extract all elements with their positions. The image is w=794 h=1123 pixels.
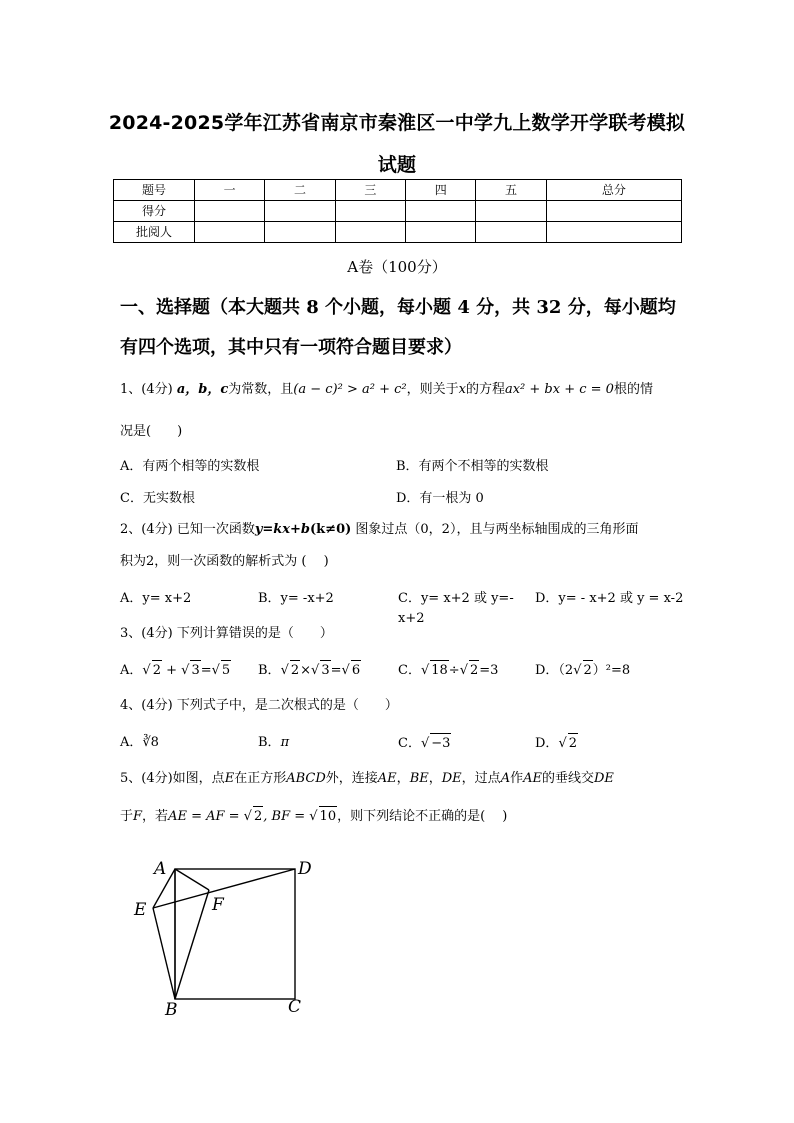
question-5-line1	[120, 769, 690, 789]
math-symbol: AE	[377, 771, 397, 786]
sqrt-sign: √	[181, 663, 190, 678]
math-symbol: F	[133, 809, 143, 824]
section-one-heading: 一、选择题（本大题共 8 个小题，每小题 4 分，共 32 分，每小题均	[120, 297, 676, 318]
table-header-cell: 五	[476, 180, 546, 201]
grader-cell[interactable]	[406, 222, 476, 243]
q4-option-b[interactable]	[258, 733, 388, 753]
score-table	[113, 179, 682, 243]
sqrt-sign: √	[341, 663, 350, 678]
q2-option-b[interactable]: B．y= -x+2	[258, 591, 334, 606]
question-5-line2	[120, 806, 690, 827]
row-label-grader: 批阅人	[114, 222, 195, 243]
grader-cell[interactable]	[546, 222, 681, 243]
label-c: C	[288, 997, 302, 1017]
table-header-cell: 三	[335, 180, 405, 201]
question-number: 1、(4分)	[120, 382, 173, 397]
document-title: 2024-2025学年江苏省南京市秦淮区一中学九上数学开学联考模拟	[108, 112, 686, 134]
radicand: 10	[319, 806, 338, 827]
grader-cell[interactable]	[476, 222, 546, 243]
section-a-heading: A卷（100分）	[347, 258, 447, 276]
q3-option-b[interactable]	[258, 660, 398, 681]
radicand: 3	[190, 660, 200, 681]
question-2-line2: 积为2，则一次函数的解析式为 ( )	[120, 554, 329, 569]
cube-root-expression: ∛8	[142, 735, 159, 750]
q3-option-d[interactable]	[535, 660, 685, 681]
score-cell[interactable]	[265, 201, 335, 222]
radicand: 18	[430, 660, 449, 681]
sqrt-sign: √	[280, 663, 289, 678]
equation: ax² + bx + c = 0	[504, 382, 614, 397]
radicand: 2	[152, 660, 162, 681]
label-a: A	[154, 859, 167, 879]
option-label: C．	[398, 736, 421, 751]
option-label: D．（2	[535, 663, 574, 678]
text: ÷	[448, 663, 460, 678]
text: =	[330, 663, 342, 678]
math-symbol: BE	[409, 771, 429, 786]
sqrt-sign: √	[420, 663, 430, 678]
question-1-line1	[120, 380, 690, 400]
option-label: B．	[258, 735, 281, 750]
radicand: 6	[351, 660, 361, 681]
math-symbol: E	[224, 771, 235, 786]
text: 于	[120, 809, 134, 824]
function: y=kx+b	[254, 522, 311, 537]
sqrt-sign: √	[420, 736, 430, 751]
row-label-score: 得分	[114, 201, 195, 222]
text: ×	[300, 663, 312, 678]
text: =3	[479, 663, 499, 678]
score-table-header-row	[114, 180, 682, 201]
geometry-figure	[120, 850, 330, 1020]
sqrt-sign: √	[243, 809, 252, 824]
variables: a，b，c	[176, 382, 229, 397]
segment-af	[175, 869, 209, 890]
grader-cell[interactable]	[335, 222, 405, 243]
label-b: B	[165, 1000, 178, 1020]
text: 的垂线交	[541, 771, 594, 786]
radicand: −3	[430, 733, 451, 754]
sqrt-sign: √	[142, 663, 151, 678]
radicand: 3	[320, 660, 330, 681]
text: 在正方形	[234, 771, 287, 786]
label-d: D	[298, 859, 312, 879]
table-header-cell: 题号	[114, 180, 195, 201]
radicand: 2	[469, 660, 479, 681]
question-3-line1: 3、(4分) 下列计算错误的是（ ）	[120, 626, 333, 641]
pi-symbol: π	[280, 735, 290, 750]
option-label: A．	[120, 735, 143, 750]
text: 2、(4分) 已知一次函数	[120, 522, 255, 537]
radicand: 5	[221, 660, 231, 681]
text: ，则关于	[406, 382, 459, 397]
text: 作	[510, 771, 524, 786]
sqrt-sign: √	[459, 663, 468, 678]
text: ，若	[142, 809, 169, 824]
question-2-line1	[120, 520, 690, 540]
text: ，过点	[461, 771, 501, 786]
score-cell[interactable]	[335, 201, 405, 222]
q2-option-d[interactable]: D．y= - x+2 或 y = x-2	[535, 591, 684, 606]
segment-bf	[175, 890, 209, 999]
table-header-cell: 四	[406, 180, 476, 201]
variable-x: x	[458, 382, 466, 397]
q4-option-d[interactable]	[535, 733, 665, 754]
segment-be	[153, 908, 175, 999]
score-cell[interactable]	[195, 201, 265, 222]
text: 根的情	[613, 382, 653, 397]
q1-option-c[interactable]: C．无实数根	[120, 491, 195, 506]
sqrt-sign: √	[558, 736, 567, 751]
square-abcd	[175, 869, 295, 999]
q4-option-a[interactable]	[120, 733, 250, 753]
math-symbol: AE	[523, 771, 542, 786]
sqrt-sign: √	[311, 663, 320, 678]
grader-row	[114, 222, 682, 243]
q1-option-a[interactable]: A．有两个相等的实数根	[120, 459, 260, 474]
option-label: C．	[398, 663, 421, 678]
math-symbol: A	[500, 771, 511, 786]
option-label: D．	[535, 736, 559, 751]
option-label: B．	[258, 663, 281, 678]
table-header-cell: 二	[265, 180, 335, 201]
text: 外，连接	[325, 771, 378, 786]
q4-option-c[interactable]	[398, 733, 528, 754]
text: =	[200, 663, 212, 678]
math-condition: , BF =	[263, 809, 310, 824]
q3-option-c[interactable]	[398, 660, 538, 681]
score-row	[114, 201, 682, 222]
sqrt-sign: √	[309, 809, 318, 824]
table-header-cell: 总分	[546, 180, 681, 201]
math-symbol: DE	[594, 771, 614, 786]
text: ，	[428, 771, 442, 786]
score-cell[interactable]	[476, 201, 546, 222]
text: 为常数，且	[228, 382, 294, 397]
score-cell[interactable]	[406, 201, 476, 222]
question-1-line2: 况是( )	[120, 424, 183, 439]
q3-option-a[interactable]: A．√ 2 + √ 3=√ 5	[120, 660, 250, 681]
score-cell[interactable]	[546, 201, 681, 222]
label-e: E	[134, 900, 147, 920]
section-one-heading-line2: 有四个选项，其中只有一项符合题目要求）	[120, 337, 462, 358]
label-f: F	[212, 895, 224, 915]
radicand: 2	[583, 660, 593, 681]
q1-option-d[interactable]: D．有一根为 0	[396, 491, 484, 506]
text: ）²=8	[592, 663, 631, 678]
math-symbol: DE	[441, 771, 462, 786]
inequality: (a − c)² > a² + c²	[293, 382, 407, 397]
document-title-line2: 试题	[377, 154, 417, 176]
q1-option-b[interactable]: B．有两个不相等的实数根	[396, 459, 549, 474]
option-label: A．	[120, 663, 143, 678]
grader-cell[interactable]	[265, 222, 335, 243]
text: 的方程	[465, 382, 505, 397]
text: 5、(4分)如图，点	[120, 771, 225, 786]
q2-option-a[interactable]: A．y= x+2	[120, 591, 192, 606]
text: ，则下列结论不正确的是( )	[337, 809, 508, 824]
text: ，	[396, 771, 410, 786]
radicand: 2	[568, 733, 578, 754]
condition: (k≠0)	[310, 522, 352, 537]
radicand: 2	[290, 660, 300, 681]
math-condition: AE = AF =	[168, 809, 244, 824]
table-header-cell: 一	[195, 180, 265, 201]
sqrt-sign: √	[211, 663, 220, 678]
sqrt-sign: √	[573, 663, 582, 678]
question-4-line1: 4、(4分) 下列式子中，是二次根式的是（ ）	[120, 698, 398, 713]
grader-cell[interactable]	[195, 222, 265, 243]
radicand: 2	[253, 806, 263, 827]
math-symbol: ABCD	[286, 771, 326, 786]
q2-option-c[interactable]: C．y= x+2 或 y=-x+2	[398, 591, 514, 626]
text: 图象过点（0，2），且与两坐标轴围成的三角形面	[355, 522, 639, 537]
